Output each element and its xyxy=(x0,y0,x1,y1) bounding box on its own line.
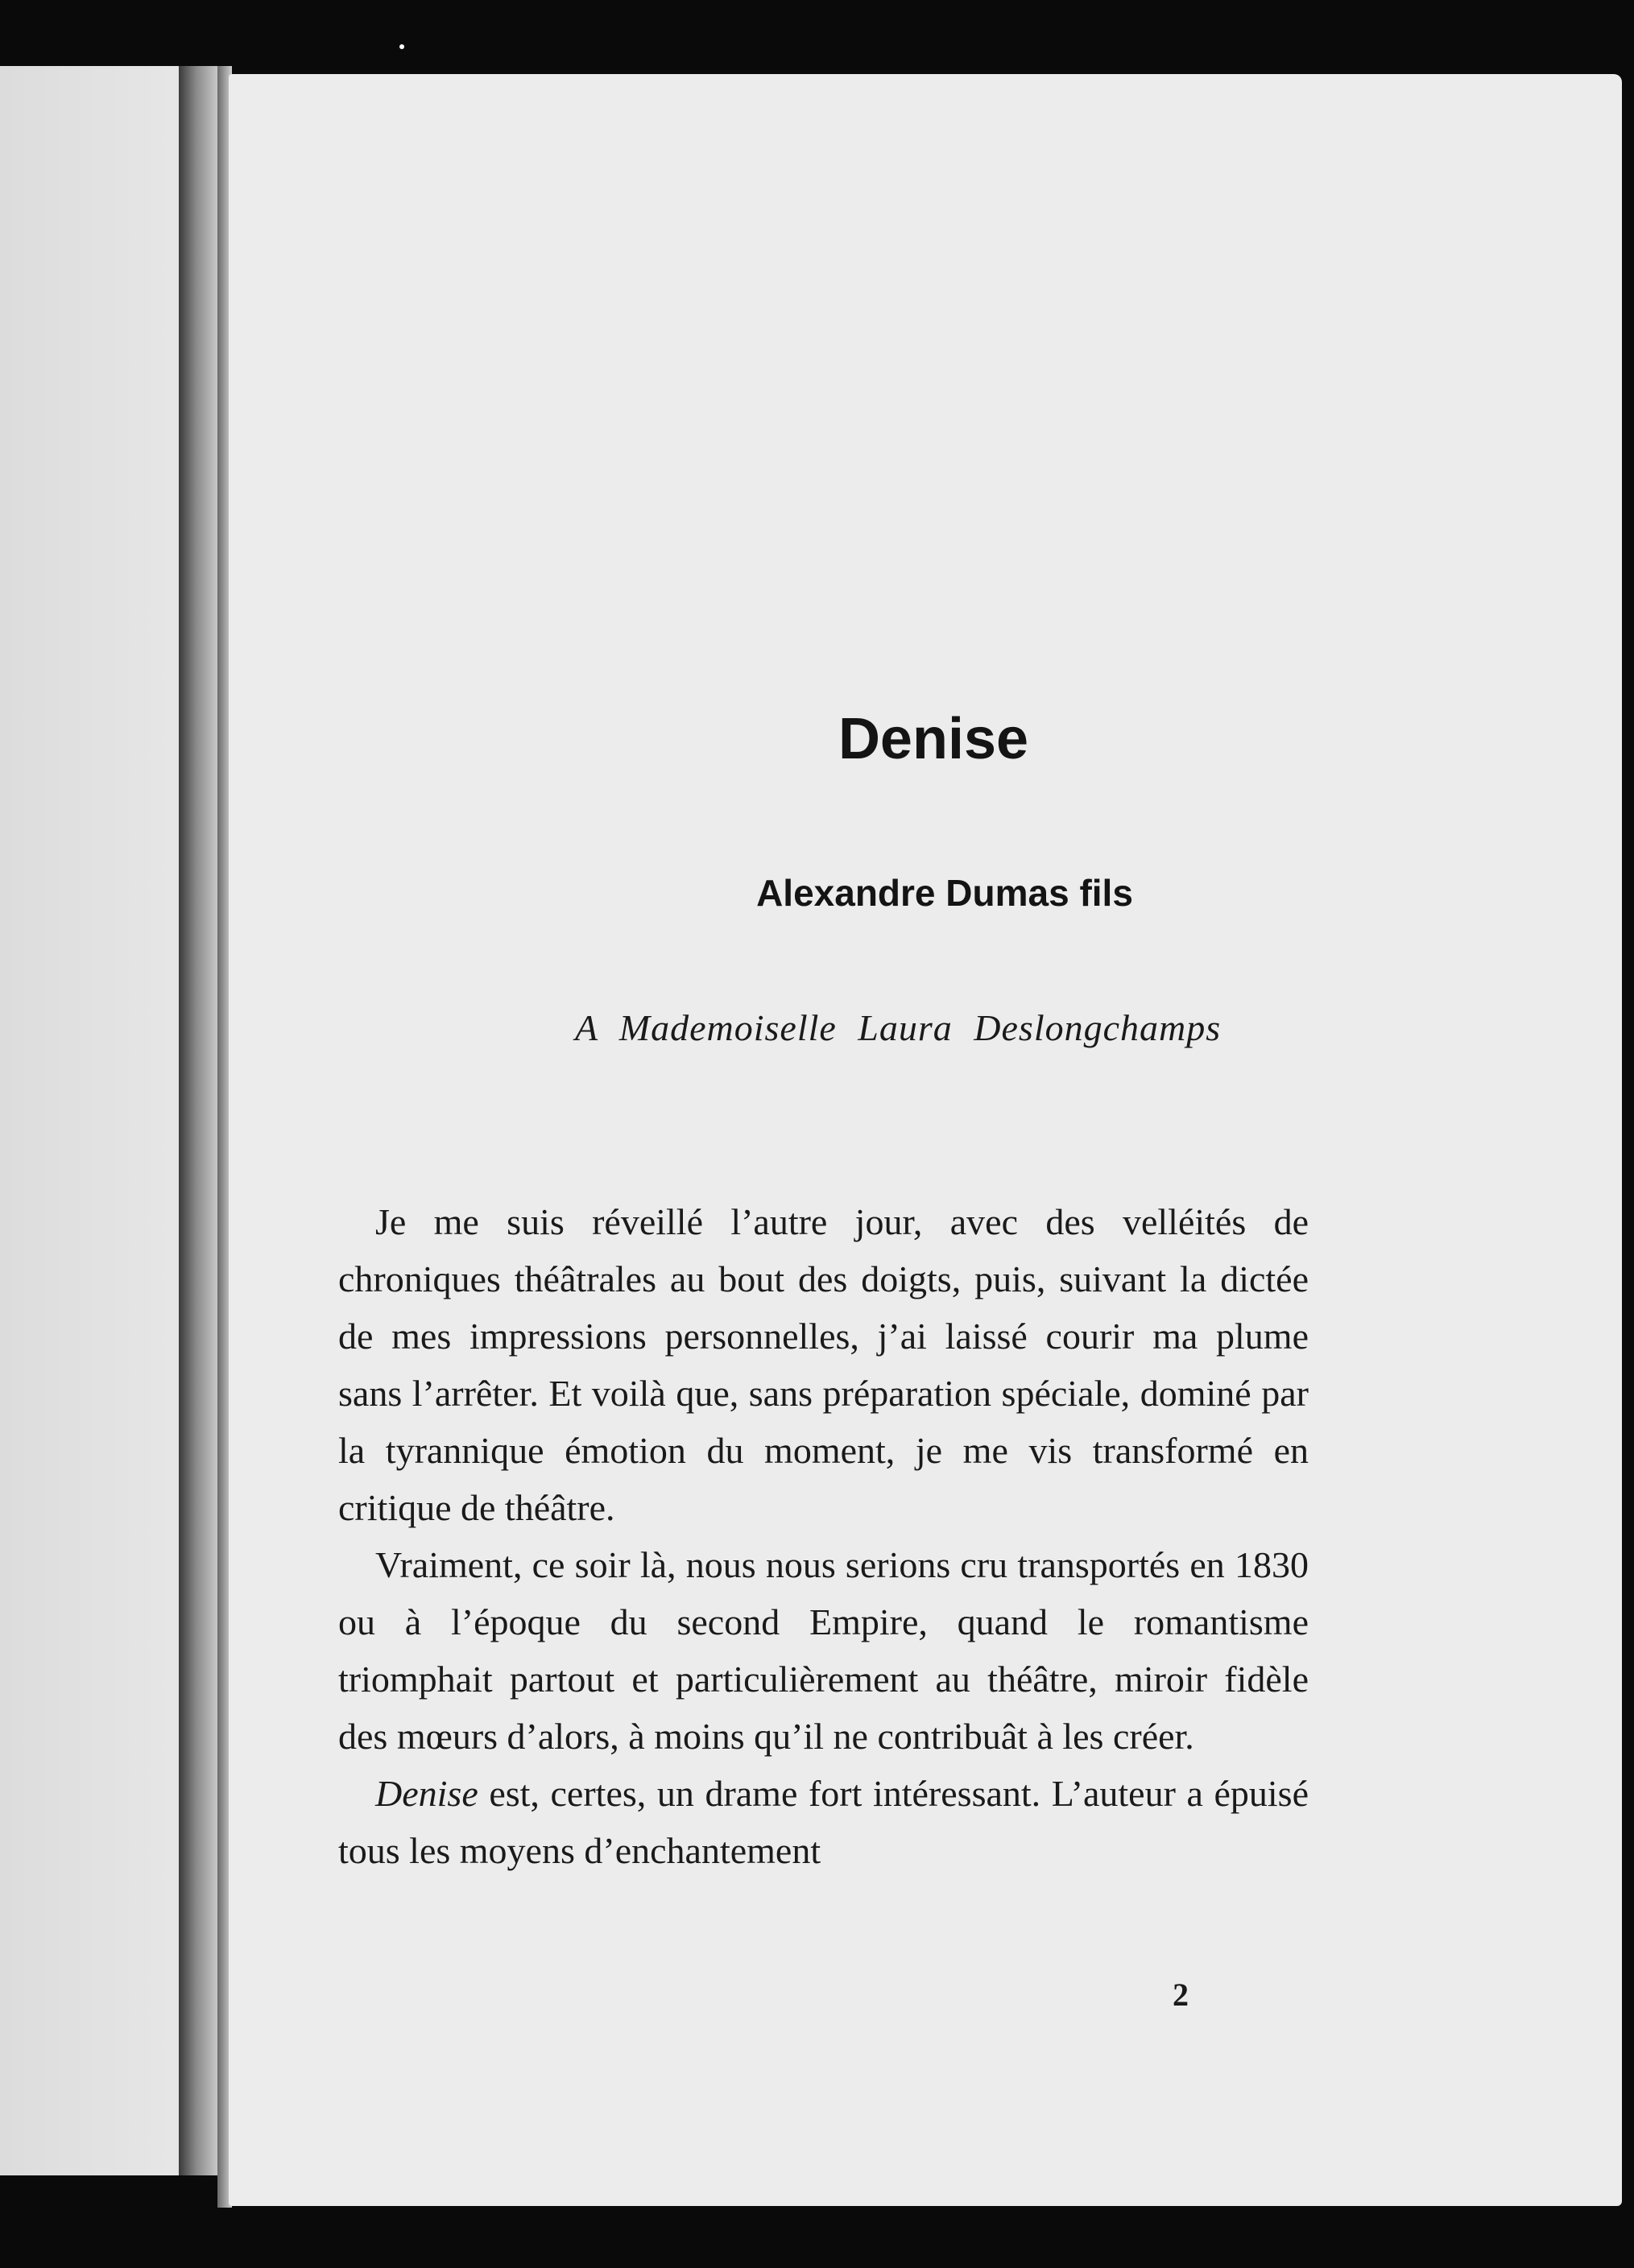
paragraph-1: Je me suis réveillé l’autre jour, avec des velléités de chroniques théâtrales au bout des doigts, puis, suivant la dictée de mes impressions personnelles, j’ai laissé courir ma plume sans l’arrêter. Et voilà que, sans préparation spéciale, dominé par la tyrannique émotion du moment, je me vis transformé en critique de théâtre. xyxy=(338,1201,1309,1528)
book-page xyxy=(229,74,1622,2206)
page-title: Denise xyxy=(838,707,1029,771)
page-number: 2 xyxy=(1173,1977,1189,2013)
paragraph-3-text: est, certes, un drame fort intéressant. L’auteur a épuisé tous les moyens d’enchantement xyxy=(338,1773,1309,1871)
paragraph-3 xyxy=(338,1765,1309,1879)
body-text xyxy=(338,1193,1309,1879)
paragraph-2: Vraiment, ce soir là, nous nous serions cru transportés en 1830 ou à l’époque du second Empire, quand le romantisme triomphait partout et particulièrement au théâtre, miroir fidèle des mœurs d’alors, à moins qu’il ne contribuât à les créer. xyxy=(338,1544,1309,1757)
dust-speck xyxy=(399,44,404,49)
paragraph-3-italic: Denise xyxy=(375,1773,478,1814)
author-name: Alexandre Dumas fils xyxy=(756,872,1133,914)
book-spine-shadow xyxy=(179,66,217,2175)
dedication: A Mademoiselle Laura Deslongchamps xyxy=(575,1007,1222,1048)
